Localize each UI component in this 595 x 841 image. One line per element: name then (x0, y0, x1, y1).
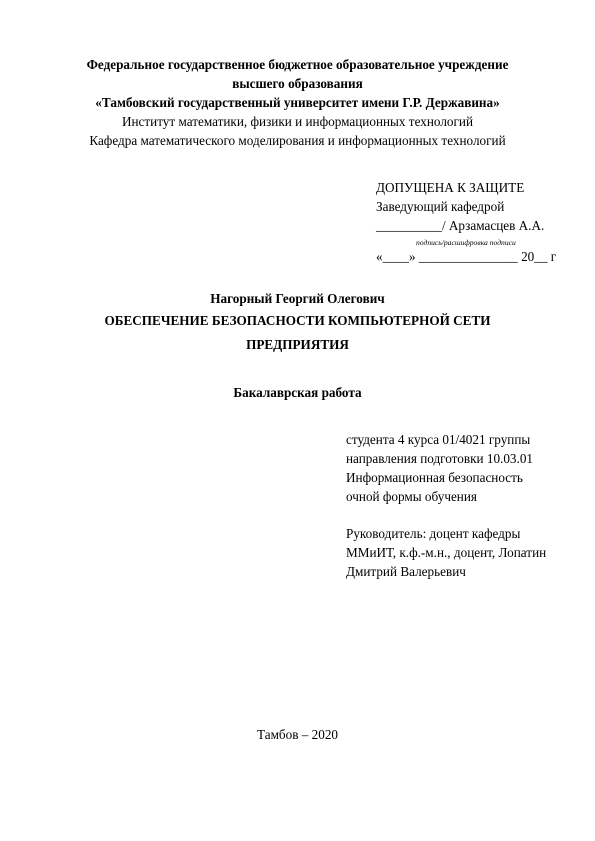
student-info-line3: Информационная безопасность (346, 470, 523, 485)
supervisor-line2: ММиИТ, к.ф.-м.н., доцент, Лопатин (346, 545, 547, 560)
student-info-line4: очной формы обучения (346, 489, 477, 504)
city-year: Тамбов – 2020 (256, 727, 339, 742)
work-type: Бакалаврская работа (233, 385, 362, 400)
approval-position: Заведующий кафедрой (376, 199, 505, 214)
student-info-line2: направления подготовки 10.03.01 (346, 451, 534, 466)
approval-title: ДОПУЩЕНА К ЗАЩИТЕ (376, 180, 525, 195)
supervisor-line1: Руководитель: доцент кафедры (346, 526, 521, 541)
approval-signature-line: __________/ Арзамасцев А.А. (376, 218, 545, 233)
education-level-line: высшего образования (232, 76, 363, 91)
supervisor-line3: Дмитрий Валерьевич (346, 564, 466, 579)
institute-name: Институт математики, физики и информационных технологий (121, 114, 474, 129)
thesis-title-line2: ПРЕДПРИЯТИЯ (246, 337, 349, 352)
author-name: Нагорный Георгий Олегович (210, 291, 385, 306)
approval-date-line: «____» _______________ 20__ г (376, 249, 557, 264)
signature-caption: подпись/расшифровка подписи (416, 238, 516, 247)
thesis-title-line1: ОБЕСПЕЧЕНИЕ БЕЗОПАСНОСТИ КОМПЬЮТЕРНОЙ СЕТИ (104, 313, 491, 328)
department-name: Кафедра математического моделирования и информационных технологий (89, 133, 506, 148)
university-type-line: Федеральное государственное бюджетное образовательное учреждение (86, 57, 509, 72)
university-name: «Тамбовский государственный университет имени Г.Р. Державина» (95, 95, 500, 110)
student-info-line1: студента 4 курса 01/4021 группы (346, 432, 531, 447)
